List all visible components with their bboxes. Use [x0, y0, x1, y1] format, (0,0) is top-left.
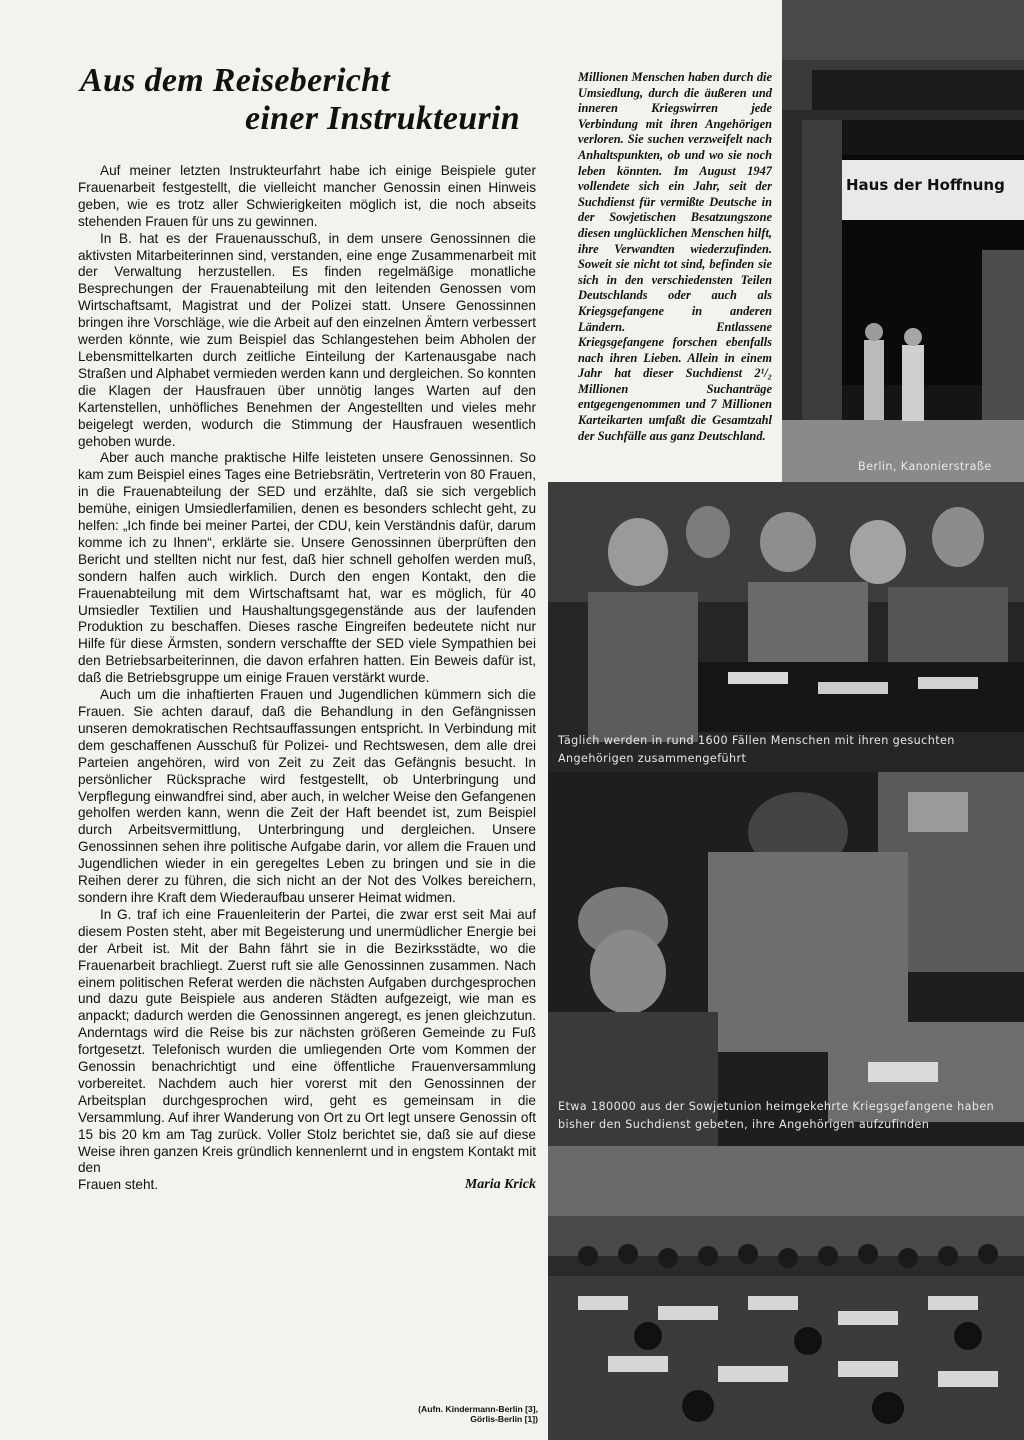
photo-caption: Berlin, Kanonierstraße — [858, 460, 992, 473]
article-paragraph: In B. hat es der Frauenausschuß, in dem unsere Genossinnen die aktivsten Mitarbeiterinnen sind, verstanden, eine enge Zusammenarbeit mit der Verwaltung herzustellen. Es finden regelmäßige monatliche Besprechungen der Frauenabteilung mit den leitenden Genossen vom Wirtschaftsamt, Magistrat und der Polizei statt. Unsere Genossinnen bringen ihre Vorschläge, wie die Arbeit auf den einzelnen Ämtern verbessert werden könnte, wie zum Beispiel das Schlangestehen beim Abholen der Lebensmittelkarten durch zeitliche Einteilung der Kartenausgabe nach Straßen und Alphabet vermieden werden kann und dergleichen. So konnten die Klagen der Hausfrauen über unnötig langes Warten auf den Kartenstellen, unhöfliches Benehmen der Angestellten und vieles mehr beigelegt werden, wodurch die Stimmung der Hausfrauen wesentlich gehoben wurde. — [78, 230, 536, 449]
author-name: Maria Krick — [464, 1177, 536, 1193]
photo-caption: Täglich werden in rund 1600 Fällen Menschen mit ihren gesuchten Angehörigen zusammengeführt — [558, 734, 955, 765]
photo-index-image — [548, 1146, 1024, 1440]
credits-line-1: (Aufn. Kindermann-Berlin [3], — [418, 1404, 538, 1414]
photo-building-entrance — [782, 0, 1024, 482]
closing-text: Frauen steht. — [78, 1177, 159, 1193]
photo-returning-soldier — [548, 772, 1024, 1146]
article-headline — [80, 62, 520, 138]
building-sign: Haus der Hoffnung — [846, 176, 1005, 194]
headline-line-2: einer Instrukteurin — [245, 100, 520, 137]
article-paragraph: In G. traf ich eine Frauenleiterin der Partei, die zwar erst seit Mai auf diesem Posten steht, aber mit Begeisterung und unermüdlicher Energie bei der Arbeit ist. Mit der Bahn fährt sie in die Bezirksstädte, wo die Frauenarbeit brachliegt. Zuerst ruft sie alle Genossinnen zusammen. Nach einem politischen Referat werden die nächsten Aufgaben durchgesprochen und dazu gute Beispiele aus anderen Städten aufgezeigt, wie man es anpackt; dadurch werden die Genossinnen angeregt, es jenen gleichzutun. Anderntags wird die Reise bis zur nächsten größeren Gemeinde zu Fuß fortgesetzt. Telefonisch wurden die umliegenden Orte vom Kommen der Genossin benachrichtigt und eine öffentliche Frauenversammlung vorbereitet. Nachdem auch hier vorerst mit den Genossinnen der Arbeitsplan durchgesprochen wird, geht es gemeinsam in die Versammlung. Auf ihrer Wanderung von Ort zu Ort legt unsere Genossin oft 15 bis 20 km am Tag zurück. Voller Stolz berichtet sie, daß sie auf diese Weise ihren ganzen Kreis gründlich kennenlernt und in engstem Kontakt mit den — [78, 906, 536, 1176]
credits-line-2: Görlis-Berlin [1]) — [470, 1414, 538, 1424]
headline-line-1: Aus dem Reisebericht — [80, 62, 391, 99]
photo-caption: Etwa 180000 aus der Sowjetunion heimgekehrte Kriegsgefangene haben bisher den Suchdienst gebeten, ihre Angehörigen aufzufinden — [558, 1100, 995, 1131]
photo-credits — [410, 1404, 538, 1424]
article-paragraph: Aber auch manche praktische Hilfe leisteten unsere Genossinnen. So kam zum Beispiel eines Tages eine Betriebsrätin, Vertreterin von 80 Frauen, in die Frauenabteilung der SED und erzählte, daß sie sich vergeblich bemühe, einigen Umsiedlerfamilien, denen es besonders schlecht geht, zu helfen: „Ich finde bei meiner Partei, der CDU, kein Verständnis dafür, darum komme ich zu Ihnen“, erklärte sie. Unsere Genossinnen überprüften den Bericht und stellten nicht nur fest, daß hier schnell geholfen werden muß, sondern halfen auch wirklich. Durch den engen Kontakt, den die Frauenabteilung mit dem Wirtschaftsamt hat, war es möglich, für 40 Umsiedler Textilien und Haushaltungsgegenstände aus der laufenden Produktion zu beschaffen. Dieses rasche Eingreifen bedeutete nicht nur Hilfe für diese Ärmsten, sondern verschaffte der SED viele Sympathien bei den Betriebsarbeiterinnen, die davon erfahren hatten. Ein Beweis dafür ist, daß die Betriebsgruppe um einige Frauen verstärkt wurde. — [78, 450, 536, 686]
photo-soldier-image — [548, 772, 1024, 1146]
article-paragraph: Auf meiner letzten Instrukteurfahrt habe ich einige Beispiele guter Frauenarbeit festgestellt, die vielleicht mancher Genossin einen Hinweis geben, wie es trotz aller Schwierigkeiten möglich ist, die noch abseits stehenden Frauen für uns zu gewinnen. — [78, 163, 536, 229]
photo-women-working — [548, 482, 1024, 772]
photo-card-index-room — [548, 1146, 1024, 1440]
photo-building-image — [782, 0, 1024, 482]
article-paragraph: Auch um die inhaftierten Frauen und Jugendlichen kümmern sich die Frauen. Sie achten darauf, daß die Behandlung in den Gefängnissen unseren demokratischen Rechtsauffassungen entspricht. In Verbindung mit dem geschaffenen Ausschuß für Polizei- und Rechtswesen, dem alle drei Parteien angehören, wird von Zeit zu Zeit das Gefängnis besucht. In persönlicher Rücksprache wird festgestellt, ob Unterbringung und Verpflegung einwandfrei sind, aber auch, in welcher Weise den Gefangenen geholfen werden kann, wenn die Zeit der Haft beendet ist, zum Beispiel durch Arbeitsvermittlung, Unterbringung und dergleichen. Unsere Genossinnen sehen ihre politische Aufgabe darin, vor allem die Frauen und Jugendlichen wieder in ein geregeltes Leben zu bringen und sie in die Reihen derer zu führen, die sich nicht an der Not des Volkes bereichern, sondern ihre Kraft dem Wiederaufbau unserer Heimat widmen. — [78, 687, 536, 905]
photo-women-image — [548, 482, 1024, 772]
sidebar-text: Millionen Menschen haben durch die Umsiedlung, durch die äußeren und inneren Kriegswirren jede Verbindung mit ihren Angehörigen verloren. Sie suchen verzweifelt nach Anhaltspunkten, ob und wo sie noch leben könnten. Im August 1947 vollendete sich ein Jahr, seit der Suchdienst für vermißte Deutsche in der Sowjetischen Besatzungszone diesen unglücklichen Menschen hilft, ihre Verwandten wiederzufinden. Soweit sie nicht tot sind, befinden sie sich in den verschiedensten Teilen Deutschlands oder auch als Kriegsgefangene in anderen Ländern. Entlassene Kriegsgefangene forschen ebenfalls nach ihren Lieben. Allein in einem Jahr hat dieser Suchdienst 2¹/₂ Millionen Suchanträge entgegengenommen und 7 Millionen Karteikarten umfaßt die Gesamtzahl der Suchfälle aus ganz Deutschland. — [578, 70, 772, 443]
article-body — [78, 163, 536, 1194]
